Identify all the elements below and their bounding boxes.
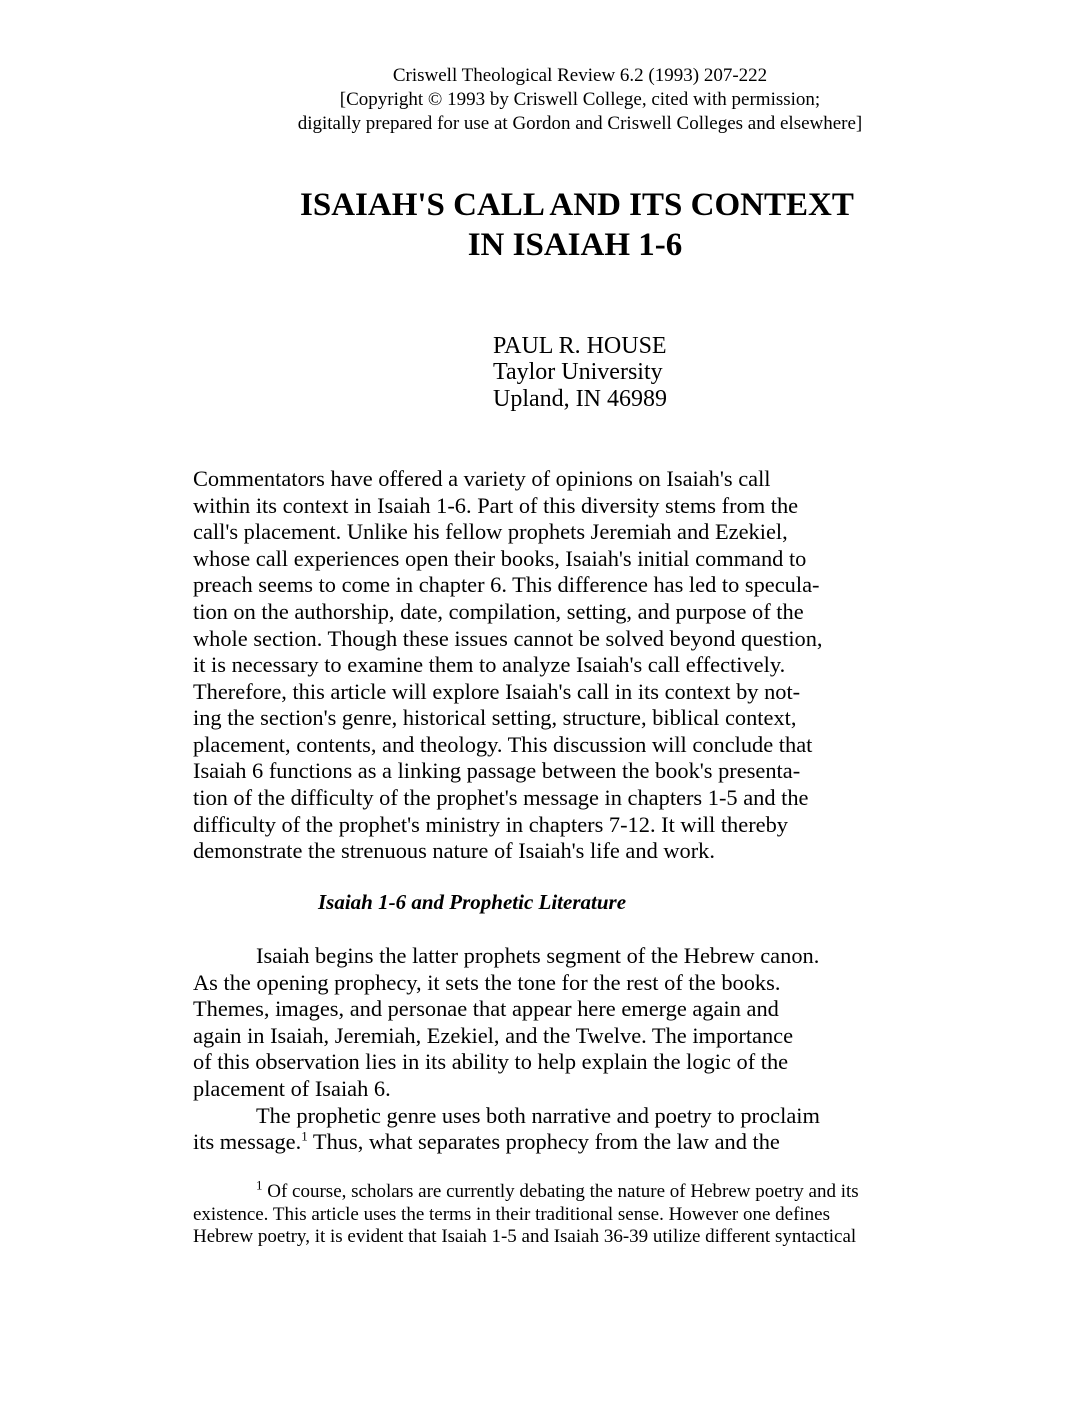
body-line: of this observation lies in its ability to help explain the logic of the [193, 1049, 789, 1074]
body-line: again in Isaiah, Jeremiah, Ezekiel, and the Twelve. The importance [193, 1023, 794, 1048]
abstract-line: call's placement. Unlike his fellow prophets Jeremiah and Ezekiel, [193, 519, 788, 544]
header-line-3: digitally prepared for use at Gordon and Criswell Colleges and elsewhere] [297, 113, 863, 134]
author-institution: Taylor University [493, 359, 663, 385]
abstract-line: tion of the difficulty of the prophet's message in chapters 1-5 and the [193, 785, 809, 810]
abstract-line: ing the section's genre, historical setting, structure, biblical context, [193, 705, 797, 730]
footnote-reference: 1 [301, 1128, 308, 1144]
abstract-line: placement, contents, and theology. This discussion will conclude that [193, 732, 813, 757]
abstract-line: preach seems to come in chapter 6. This difference has led to specula- [193, 572, 820, 597]
section-heading: Isaiah 1-6 and Prophetic Literature [318, 890, 627, 914]
footnote-marker: 1 [256, 1177, 263, 1193]
body-text: Thus, what separates prophecy from the law and the [307, 1129, 780, 1154]
body-text: its message. [193, 1129, 302, 1154]
body-line: Themes, images, and personae that appear here emerge again and [193, 996, 779, 1021]
abstract-line: tion on the authorship, date, compilation, setting, and purpose of the [193, 599, 804, 624]
footnote-line [256, 1177, 859, 1203]
abstract-line: whole section. Though these issues cannot be solved beyond question, [193, 626, 823, 651]
header-line-1: Criswell Theological Review 6.2 (1993) 207-222 [392, 65, 768, 86]
author-location: Upland, IN 46989 [493, 386, 667, 412]
abstract-line: it is necessary to examine them to analyze Isaiah's call effectively. [193, 652, 786, 677]
body-line [193, 1129, 780, 1156]
footnote-text: Of course, scholars are currently debating the nature of Hebrew poetry and its [262, 1181, 859, 1202]
title-line-2: IN ISAIAH 1-6 [467, 227, 683, 263]
abstract-line: within its context in Isaiah 1-6. Part of this diversity stems from the [193, 493, 799, 518]
abstract-line: whose call experiences open their books, Isaiah's initial command to [193, 546, 807, 571]
title-line-1: ISAIAH'S CALL AND ITS CONTEXT [300, 187, 854, 223]
author-name: PAUL R. HOUSE [493, 333, 667, 359]
abstract-line: demonstrate the strenuous nature of Isaiah's life and work. [193, 838, 715, 863]
body-line: As the opening prophecy, it sets the tone for the rest of the books. [193, 970, 781, 995]
abstract-line: difficulty of the prophet's ministry in chapters 7-12. It will thereby [193, 812, 788, 837]
footnote-line: Hebrew poetry, it is evident that Isaiah 1-5 and Isaiah 36-39 utilize different syntactical [193, 1226, 857, 1247]
body-line: placement of Isaiah 6. [193, 1076, 391, 1101]
footnote-line: existence. This article uses the terms in their traditional sense. However one defines [193, 1204, 831, 1225]
body-line: Isaiah begins the latter prophets segment of the Hebrew canon. [256, 943, 820, 968]
abstract-line: Therefore, this article will explore Isaiah's call in its context by not- [193, 679, 801, 704]
header-line-2: [Copyright © 1993 by Criswell College, cited with permission; [339, 89, 821, 110]
abstract-line: Isaiah 6 functions as a linking passage between the book's presenta- [193, 758, 801, 783]
body-line: The prophetic genre uses both narrative and poetry to proclaim [256, 1103, 820, 1128]
abstract-line: Commentators have offered a variety of opinions on Isaiah's call [193, 466, 771, 491]
